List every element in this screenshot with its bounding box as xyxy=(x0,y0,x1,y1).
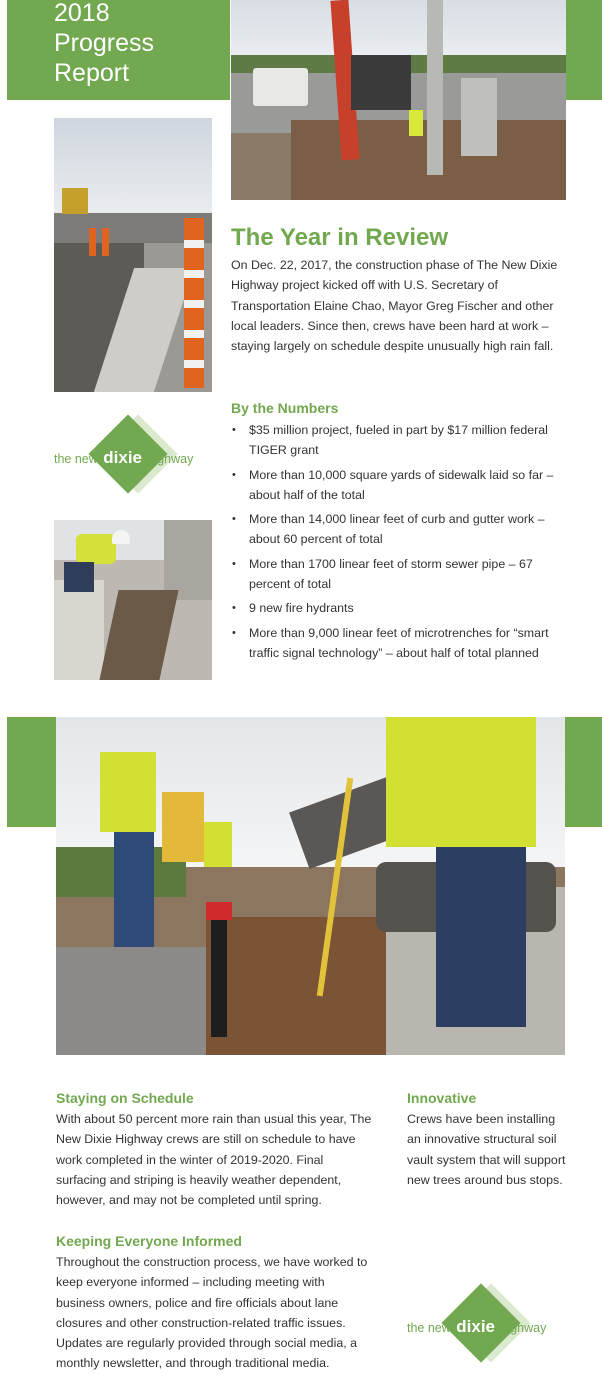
photo-worker-vest xyxy=(76,534,116,564)
header-band-right xyxy=(566,0,602,100)
logo-wordmark xyxy=(54,448,216,468)
list-item: • More than 10,000 square yards of sidewalk laid so far – about half of the total xyxy=(231,465,571,506)
photo-street-cones xyxy=(54,118,212,392)
section-heading-innovative: Innovative xyxy=(407,1090,477,1106)
list-item: • More than 14,000 linear feet of curb and gutter work – about 60 percent of total xyxy=(231,509,571,550)
photo-excavator-intersection xyxy=(231,0,566,200)
logo-new-dixie-highway-footer xyxy=(407,1283,569,1373)
section-heading-year-in-review: The Year in Review xyxy=(231,224,448,251)
photo-worker xyxy=(409,110,423,136)
section-heading-by-the-numbers: By the Numbers xyxy=(231,400,339,416)
title-line-progress: Progress xyxy=(54,29,155,57)
logo-prefix: the new xyxy=(407,1321,451,1335)
photo-red-pipe xyxy=(206,902,232,920)
photo-worker-1-vest xyxy=(100,752,156,832)
section-heading-staying-on-schedule: Staying on Schedule xyxy=(56,1090,194,1106)
section-heading-keeping-everyone-informed: Keeping Everyone Informed xyxy=(56,1233,242,1249)
photo-worker-legs xyxy=(64,562,94,592)
year-in-review-body: On Dec. 22, 2017, the construction phase of The New Dixie Highway project kicked off with U.S. Secretary of Transportation Elaine Chao, Mayor Greg Fischer and other local leaders. Since then, crews have been hard at work – staying largely on schedule despite unusually high rain fall. xyxy=(231,258,558,354)
logo-new-dixie-highway xyxy=(54,414,216,504)
list-item: • More than 9,000 linear feet of microtrenches for “smart traffic signal technology” – about half of total planned xyxy=(231,623,571,664)
photo-worker-4-vest xyxy=(386,717,536,847)
title-line-report: Report xyxy=(54,59,130,87)
photo-pole xyxy=(427,0,443,175)
photo-cone-1 xyxy=(184,218,204,388)
photo-sidewalk xyxy=(54,580,104,680)
keeping-everyone-informed-body: Throughout the construction process, we have worked to keep everyone informed – including meeting with business owners, police and fire officials about lane closures and other construction-related traffic issues. Updates are regularly provided through social media, a monthly newsletter, and through traditional media. xyxy=(56,1255,368,1371)
list-item: • More than 1700 linear feet of storm sewer pipe – 67 percent of total xyxy=(231,554,571,595)
photo-crew-working xyxy=(56,717,565,1055)
numbers-list xyxy=(231,420,571,667)
logo-wordmark xyxy=(407,1317,569,1337)
list-item: • $35 million project, fueled in part by $17 million federal TIGER grant xyxy=(231,420,571,461)
logo-middle: dixie xyxy=(103,448,143,467)
logo-prefix: the new xyxy=(54,452,98,466)
list-item: • 9 new fire hydrants xyxy=(231,598,571,618)
title-line-year: 2018 xyxy=(54,0,110,27)
logo-middle: dixie xyxy=(456,1317,496,1336)
photo-utility-cabinet xyxy=(164,520,212,600)
photo-cone-3 xyxy=(102,228,109,256)
photo-cone-2 xyxy=(89,228,96,256)
mid-band-right xyxy=(563,717,602,827)
innovative-body: Crews have been installing an innovative structural soil vault system that will support new trees around bus stops. xyxy=(407,1112,566,1187)
photo-worker-helmet xyxy=(112,530,130,544)
photo-worker-1-legs xyxy=(114,832,154,947)
logo-suffix: highway xyxy=(147,452,194,466)
page-title xyxy=(54,0,154,88)
photo-worker-trench xyxy=(54,520,212,680)
photo-excavator xyxy=(62,188,88,214)
staying-on-schedule-body: With about 50 percent more rain than usual this year, The New Dixie Highway crews are still on schedule to have work completed in the winter of 2019-2020. Final surfacing and striping is heavily weather dependent, however, and may not be completed until spring. xyxy=(56,1112,372,1208)
logo-suffix: highway xyxy=(500,1321,547,1335)
photo-excavator-cab xyxy=(351,55,411,110)
photo-utility-box xyxy=(461,78,497,156)
photo-worker-4-legs xyxy=(436,847,526,1027)
photo-hose xyxy=(211,907,227,1037)
photo-truck xyxy=(253,68,308,106)
mid-band-left xyxy=(7,717,57,827)
photo-worker-2-vest xyxy=(162,792,204,862)
photo-gravel xyxy=(56,947,226,1055)
photo-worker-3-vest xyxy=(204,822,232,867)
photo-trench xyxy=(99,590,178,680)
